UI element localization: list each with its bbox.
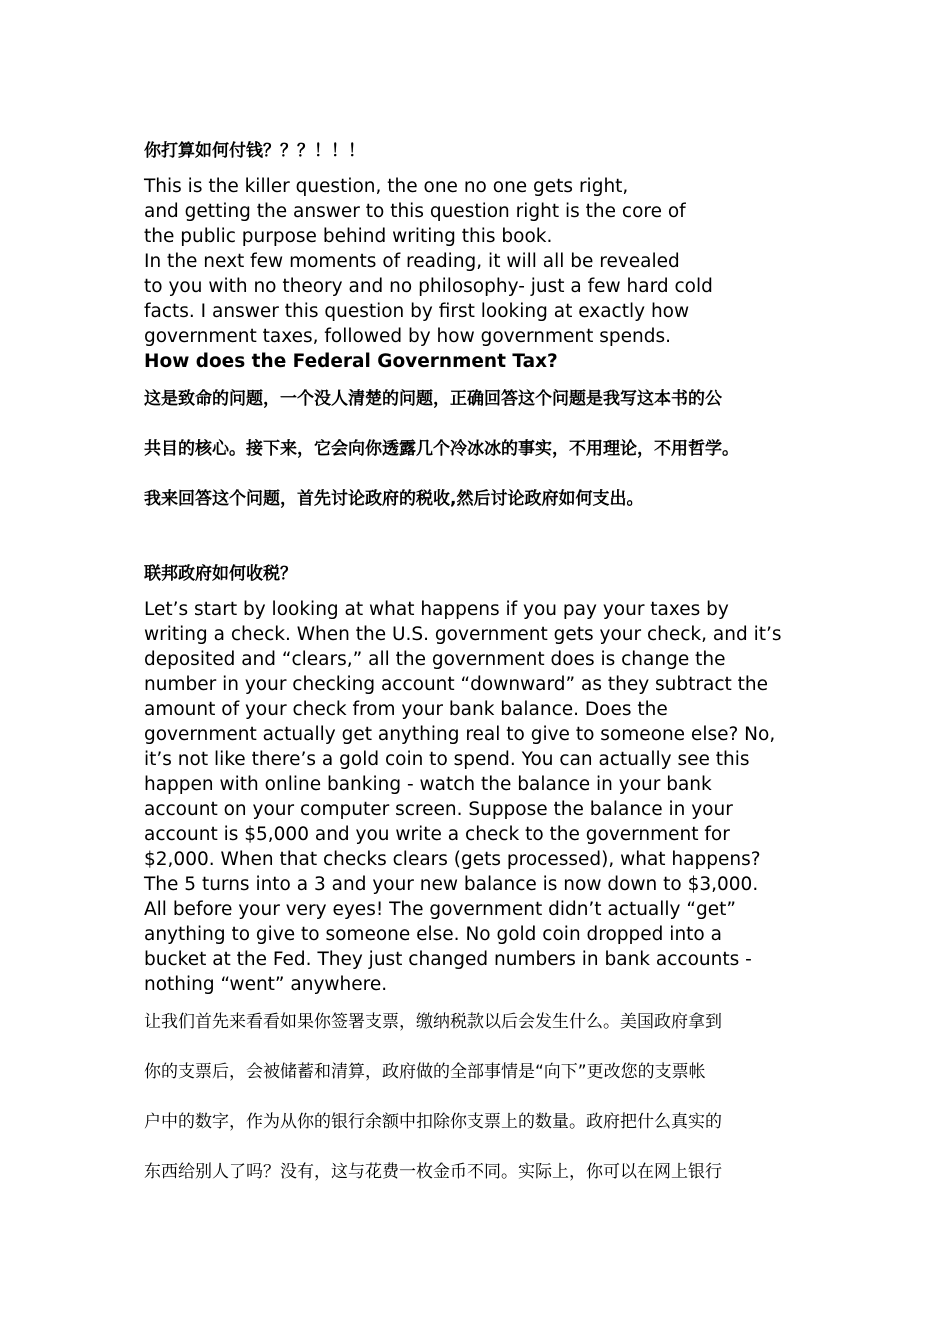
text-line: the public purpose behind writing this book.	[144, 226, 553, 247]
text-line: 东西给别人了吗？没有，这与花费一枚金币不同。实际上，你可以在网上银行	[144, 1162, 722, 1182]
text-line: The 5 turns into a 3 and your new balance is now down to $3,000.	[144, 874, 759, 895]
text-line: amount of your check from your bank balance. Does the	[144, 699, 668, 720]
text-line: 你的支票后，会被储蓄和清算，政府做的全部事情是“向下”更改您的支票帐	[144, 1062, 706, 1082]
text-line: 我来回答这个问题，首先讨论政府的税收,然后讨论政府如何支出。	[144, 489, 644, 509]
text-line: happen with online banking - watch the balance in your bank	[144, 774, 712, 795]
text-line: number in your checking account “downward” as they subtract the	[144, 674, 769, 695]
text-line: government actually get anything real to give to someone else? No,	[144, 724, 776, 745]
chinese-paragraph	[144, 1009, 722, 1209]
text-line: facts. I answer this question by first looking at exactly how	[144, 301, 690, 322]
text-line: nothing “went” anywhere.	[144, 974, 388, 995]
english-paragraph	[144, 597, 782, 997]
text-line: account on your computer screen. Suppose the balance in your	[144, 799, 733, 820]
text-line: to you with no theory and no philosophy- just a few hard cold	[144, 276, 713, 297]
text-line: In the next few moments of reading, it will all be revealed	[144, 251, 680, 272]
text-line: account is $5,000 and you write a check to the government for	[144, 824, 730, 845]
text-line: writing a check. When the U.S. government gets your check, and it’s	[144, 624, 782, 645]
text-line: and getting the answer to this question right is the core of	[144, 201, 686, 222]
text-line: This is the killer question, the one no one gets right,	[144, 176, 629, 197]
english-subheading: How does the Federal Government Tax?	[144, 351, 558, 372]
text-line: 让我们首先来看看如果你签署支票，缴纳税款以后会发生什么。美国政府拿到	[144, 1012, 722, 1032]
text-line: 共目的核心。接下来，它会向你透露几个冷冰冰的事实，不用理论，不用哲学。	[144, 439, 739, 459]
text-line: government taxes, followed by how government spends.	[144, 326, 672, 347]
text-line: 这是致命的问题，一个没人清楚的问题，正确回答这个问题是我写这本书的公	[144, 389, 722, 409]
english-paragraph	[144, 174, 713, 374]
text-line: bucket at the Fed. They just changed numbers in bank accounts -	[144, 949, 752, 970]
text-line: $2,000. When that checks clears (gets processed), what happens?	[144, 849, 761, 870]
chinese-paragraph	[144, 386, 739, 536]
text-line: All before your very eyes! The government didn’t actually “get”	[144, 899, 736, 920]
section-heading-zh: 你打算如何付钱？？？！！！	[144, 141, 365, 161]
section-heading-zh: 联邦政府如何收税？	[144, 564, 297, 584]
text-line: it’s not like there’s a gold coin to spend. You can actually see this	[144, 749, 750, 770]
text-line: deposited and “clears,” all the government does is change the	[144, 649, 726, 670]
text-line: Let’s start by looking at what happens if you pay your taxes by	[144, 599, 729, 620]
text-line: anything to give to someone else. No gold coin dropped into a	[144, 924, 722, 945]
text-line: 户中的数字，作为从你的银行余额中扣除你支票上的数量。政府把什么真实的	[144, 1112, 722, 1132]
